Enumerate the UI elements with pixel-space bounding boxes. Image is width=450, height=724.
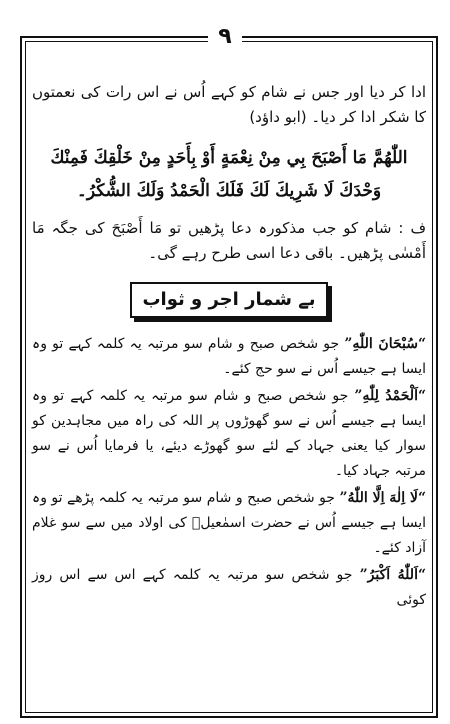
text-allahu-akbar: جو شخص سو مرتبہ یہ کلمہ کہے اس سے اس روز کوئی bbox=[32, 567, 426, 608]
quote-allahu-akbar: “اَللّٰهُ اَکْبَرُ” bbox=[359, 567, 427, 583]
text-subhanallah: جو شخص صبح و شام سو مرتبہ یہ کلمہ کہے تو وہ ایسا ہے جیسے اُس نے سو حج کئے۔ bbox=[32, 336, 426, 377]
paragraph-alhamdulillah bbox=[32, 384, 426, 484]
text-alhamdulillah: جو شخص صبح و شام سو مرتبہ یہ کلمہ کہے تو وہ ایسا ہے جیسے اُس نے سو گھوڑوں پر اللہ کی راہ میں مجاہدین کو سوار کیا یعنی جہاد کے لئے سو گھوڑے دیئے، یا فرمایا اُس نے سو مرتبہ جہاد کیا۔ bbox=[32, 388, 426, 479]
section-heading-row bbox=[32, 282, 426, 318]
page-content bbox=[32, 80, 426, 613]
paragraph-subhanallah bbox=[32, 332, 426, 382]
dua-block bbox=[32, 142, 426, 208]
dua-line-1: اللّٰهُمَّ مَا أَصْبَحَ بِي مِنْ نِعْمَةٍ أَوْ بِأَحَدٍ مِنْ خَلْقِكَ فَمِنْكَ bbox=[50, 148, 408, 168]
section-heading: بے شمار اجر و ثواب bbox=[130, 282, 327, 318]
dua-line-2: وَحْدَكَ لَا شَرِيكَ لَكَ فَلَكَ الْحَمْدُ وَلَكَ الشُّكْرُ۔ bbox=[76, 181, 382, 201]
page-number: ۹ bbox=[208, 26, 241, 48]
quote-la-ilaha: “لَا اِلٰهَ اِلَّا اللّٰهُ” bbox=[339, 490, 427, 506]
quote-alhamdulillah: “اَلْحَمْدُ لِلّٰهِ” bbox=[354, 388, 427, 404]
paragraph-la-ilaha bbox=[32, 486, 426, 561]
note-paragraph: ف : شام کو جب مذکورہ دعا پڑھیں تو مَا أَصْبَحَ کی جگہ مَا أَمْسٰی پڑھیں۔ باقی دعا اسی طرح رہے گی۔ bbox=[32, 219, 426, 262]
paragraph-allahu-akbar bbox=[32, 563, 426, 613]
intro-paragraph: ادا کر دیا اور جس نے شام کو کہے اُس نے اس رات کی نعمتوں کا شکر ادا کر دیا۔ (ابو داؤد) bbox=[32, 83, 426, 126]
page-header bbox=[0, 26, 450, 48]
text-la-ilaha: جو شخص صبح و شام سو مرتبہ یہ کلمہ پڑھے تو وہ ایسا ہے جیسے اُس نے حضرت اسمٰعیلؑ کی اولاد میں سے سو غلام آزاد کئے۔ bbox=[32, 490, 426, 556]
quote-subhanallah: “سُبْحَانَ اللّٰهِ” bbox=[344, 336, 427, 352]
